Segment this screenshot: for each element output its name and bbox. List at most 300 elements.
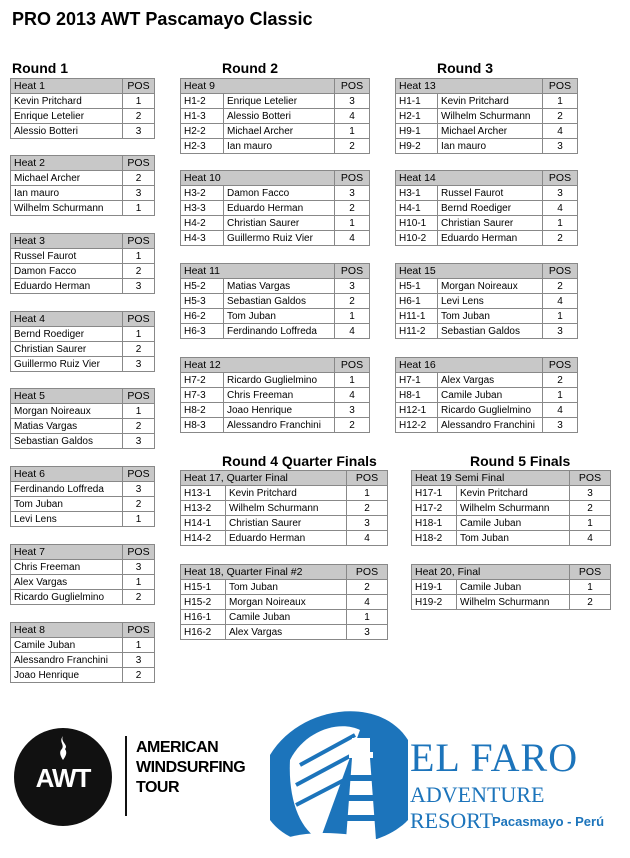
heat-name: Heat 9 — [181, 79, 335, 94]
awt-mark: AWT — [35, 763, 91, 793]
heat-header — [11, 623, 155, 638]
table-row — [181, 279, 370, 294]
pos-header: POS — [123, 389, 155, 404]
table-row — [181, 139, 370, 154]
heat-code: H12-2 — [396, 418, 438, 433]
pos-header: POS — [123, 234, 155, 249]
heat-code: H8-1 — [396, 388, 438, 403]
table-row — [181, 610, 388, 625]
rider-position: 3 — [335, 94, 370, 109]
heat-name: Heat 15 — [396, 264, 543, 279]
table-row — [396, 388, 578, 403]
heat-header — [181, 171, 370, 186]
heat-table — [180, 564, 388, 640]
rider-position: 3 — [543, 324, 578, 339]
rider-name: Michael Archer — [438, 124, 543, 139]
rider-name: Michael Archer — [224, 124, 335, 139]
heat-code: H4-1 — [396, 201, 438, 216]
table-row — [11, 201, 155, 216]
pos-header: POS — [347, 471, 388, 486]
heat-table — [10, 466, 155, 527]
heat-name: Heat 14 — [396, 171, 543, 186]
heat-code: H1-1 — [396, 94, 438, 109]
table-row — [396, 373, 578, 388]
rider-position: 2 — [123, 668, 155, 683]
rider-name: Eduardo Herman — [438, 231, 543, 246]
heat-code: H4-3 — [181, 231, 224, 246]
rider-name: Morgan Noireaux — [438, 279, 543, 294]
heat-table — [10, 544, 155, 605]
page-title: PRO 2013 AWT Pascamayo Classic — [12, 9, 313, 29]
heat-code: H19-1 — [412, 580, 457, 595]
rider-name: Kevin Pritchard — [438, 94, 543, 109]
table-row — [181, 388, 370, 403]
rider-name: Joao Henrique — [11, 668, 123, 683]
rider-name: Eduardo Herman — [11, 279, 123, 294]
rider-position: 1 — [123, 94, 155, 109]
pos-header: POS — [123, 623, 155, 638]
pos-header: POS — [543, 264, 578, 279]
awt-divider — [125, 736, 127, 816]
rider-name: Damon Facco — [11, 264, 123, 279]
rider-position: 3 — [543, 139, 578, 154]
rider-name: Sebastian Galdos — [438, 324, 543, 339]
table-row — [11, 357, 155, 372]
heat-code: H3-1 — [396, 186, 438, 201]
table-row — [181, 486, 388, 501]
rider-position: 3 — [123, 279, 155, 294]
rider-name: Christian Saurer — [11, 342, 123, 357]
rider-position: 3 — [123, 653, 155, 668]
heat-code: H2-3 — [181, 139, 224, 154]
heat-table — [10, 233, 155, 294]
sail-icon — [52, 736, 74, 760]
rider-position: 1 — [335, 309, 370, 324]
rider-position: 1 — [347, 610, 388, 625]
heat-code: H17-1 — [412, 486, 457, 501]
rider-position: 1 — [347, 486, 388, 501]
heat-code: H17-2 — [412, 501, 457, 516]
table-row — [181, 625, 388, 640]
rider-position: 4 — [570, 531, 611, 546]
heat-code: H6-1 — [396, 294, 438, 309]
table-row — [181, 403, 370, 418]
heat-code: H15-2 — [181, 595, 226, 610]
rider-position: 1 — [543, 94, 578, 109]
rider-name: Kevin Pritchard — [11, 94, 123, 109]
rider-name: Russel Faurot — [438, 186, 543, 201]
table-row — [181, 580, 388, 595]
heat-header — [396, 358, 578, 373]
heat-code: H16-2 — [181, 625, 226, 640]
table-row — [396, 279, 578, 294]
heat-name: Heat 17, Quarter Final — [181, 471, 347, 486]
heat-code: H7-2 — [181, 373, 224, 388]
rider-position: 3 — [123, 186, 155, 201]
table-row — [396, 216, 578, 231]
heat-name: Heat 10 — [181, 171, 335, 186]
rider-name: Sebastian Galdos — [11, 434, 123, 449]
rider-position: 4 — [335, 109, 370, 124]
rider-name: Alessandro Franchini — [224, 418, 335, 433]
heat-name: Heat 3 — [11, 234, 123, 249]
rider-position: 3 — [543, 186, 578, 201]
table-row — [11, 124, 155, 139]
rider-position: 4 — [543, 201, 578, 216]
heat-code: H9-2 — [396, 139, 438, 154]
heat-table — [10, 622, 155, 683]
rider-name: Guillermo Ruiz Vier — [224, 231, 335, 246]
rider-name: Wilhelm Schurmann — [11, 201, 123, 216]
table-row — [181, 186, 370, 201]
rider-name: Ricardo Guglielmino — [438, 403, 543, 418]
rider-name: Chris Freeman — [11, 560, 123, 575]
rider-name: Ferdinando Loffreda — [11, 482, 123, 497]
rider-position: 2 — [123, 264, 155, 279]
heat-table — [411, 470, 611, 546]
heat-code: H13-1 — [181, 486, 226, 501]
table-row — [412, 531, 611, 546]
table-row — [412, 516, 611, 531]
heat-table — [395, 263, 578, 339]
table-row — [396, 139, 578, 154]
rider-name: Kevin Pritchard — [457, 486, 570, 501]
pos-header: POS — [543, 358, 578, 373]
rider-position: 3 — [123, 434, 155, 449]
heat-header — [11, 156, 155, 171]
rider-position: 4 — [347, 531, 388, 546]
rider-position: 1 — [123, 512, 155, 527]
rider-name: Alessio Botteri — [11, 124, 123, 139]
heat-code: H6-3 — [181, 324, 224, 339]
heat-code: H3-2 — [181, 186, 224, 201]
rider-position: 1 — [335, 373, 370, 388]
table-row — [11, 482, 155, 497]
table-row — [181, 309, 370, 324]
rider-position: 3 — [123, 482, 155, 497]
table-row — [11, 512, 155, 527]
table-row — [396, 309, 578, 324]
heat-name: Heat 1 — [11, 79, 123, 94]
rider-name: Wilhelm Schurmann — [457, 501, 570, 516]
rider-position: 2 — [570, 501, 611, 516]
heat-name: Heat 12 — [181, 358, 335, 373]
rider-position: 4 — [335, 388, 370, 403]
rider-name: Alex Vargas — [11, 575, 123, 590]
rider-name: Camile Juban — [457, 516, 570, 531]
heat-code: H10-2 — [396, 231, 438, 246]
heat-name: Heat 4 — [11, 312, 123, 327]
heat-header — [181, 79, 370, 94]
heat-table — [395, 78, 578, 154]
table-row — [11, 171, 155, 186]
heat-code: H2-2 — [181, 124, 224, 139]
heat-name: Heat 20, Final — [412, 565, 570, 580]
pos-header: POS — [123, 79, 155, 94]
table-row — [11, 94, 155, 109]
heat-header — [396, 264, 578, 279]
table-row — [396, 186, 578, 201]
table-row — [412, 501, 611, 516]
table-row — [412, 595, 611, 610]
rider-position: 2 — [347, 501, 388, 516]
table-row — [181, 231, 370, 246]
table-row — [11, 638, 155, 653]
rider-position: 3 — [123, 124, 155, 139]
table-row — [11, 327, 155, 342]
heat-code: H16-1 — [181, 610, 226, 625]
pos-header: POS — [347, 565, 388, 580]
table-row — [396, 201, 578, 216]
heat-code: H5-3 — [181, 294, 224, 309]
rider-name: Russel Faurot — [11, 249, 123, 264]
table-row — [181, 373, 370, 388]
table-row — [11, 109, 155, 124]
rider-position: 2 — [123, 590, 155, 605]
pos-header: POS — [335, 171, 370, 186]
heat-code: H18-2 — [412, 531, 457, 546]
rider-position: 3 — [335, 186, 370, 201]
awt-wordmark — [136, 738, 245, 798]
pos-header: POS — [335, 264, 370, 279]
el-faro-logo — [260, 700, 620, 855]
table-row — [396, 403, 578, 418]
rider-name: Tom Juban — [11, 497, 123, 512]
rider-position: 1 — [123, 638, 155, 653]
rider-position: 2 — [335, 201, 370, 216]
el-faro-name: EL FARO — [410, 735, 579, 780]
heat-code: H13-2 — [181, 501, 226, 516]
rider-name: Matias Vargas — [224, 279, 335, 294]
heat-header — [396, 171, 578, 186]
heat-name: Heat 8 — [11, 623, 123, 638]
heat-code: H1-2 — [181, 94, 224, 109]
table-row — [396, 418, 578, 433]
heat-code: H10-1 — [396, 216, 438, 231]
heat-code: H1-3 — [181, 109, 224, 124]
rider-position: 4 — [543, 124, 578, 139]
rider-position: 2 — [543, 279, 578, 294]
heat-table — [395, 357, 578, 433]
table-row — [11, 560, 155, 575]
pos-header: POS — [570, 471, 611, 486]
rider-name: Levi Lens — [11, 512, 123, 527]
heat-table — [411, 564, 611, 610]
heat-header — [11, 79, 155, 94]
round-4-title: Round 4 Quarter Finals — [222, 453, 377, 469]
rider-position: 2 — [123, 342, 155, 357]
pos-header: POS — [543, 171, 578, 186]
rider-position: 4 — [543, 294, 578, 309]
rider-name: Guillermo Ruiz Vier — [11, 357, 123, 372]
heat-header — [181, 358, 370, 373]
table-row — [396, 231, 578, 246]
heat-table — [10, 78, 155, 139]
table-row — [181, 216, 370, 231]
heat-header — [412, 471, 611, 486]
table-row — [11, 186, 155, 201]
heat-name: Heat 16 — [396, 358, 543, 373]
heat-header — [396, 79, 578, 94]
heat-header — [11, 545, 155, 560]
rider-name: Christian Saurer — [226, 516, 347, 531]
heat-code: H11-2 — [396, 324, 438, 339]
rider-position: 2 — [335, 139, 370, 154]
heat-table — [180, 170, 370, 246]
pos-header: POS — [123, 467, 155, 482]
rider-name: Levi Lens — [438, 294, 543, 309]
heat-code: H19-2 — [412, 595, 457, 610]
heat-code: H7-3 — [181, 388, 224, 403]
awt-line: AMERICAN — [136, 739, 219, 756]
heat-table — [180, 470, 388, 546]
rider-name: Enrique Letelier — [11, 109, 123, 124]
table-row — [11, 279, 155, 294]
table-row — [181, 201, 370, 216]
rider-name: Morgan Noireaux — [226, 595, 347, 610]
rider-position: 3 — [335, 279, 370, 294]
table-row — [396, 94, 578, 109]
table-row — [181, 595, 388, 610]
rider-name: Eduardo Herman — [226, 531, 347, 546]
rider-position: 2 — [543, 231, 578, 246]
pos-header: POS — [570, 565, 611, 580]
rider-position: 2 — [335, 294, 370, 309]
table-row — [11, 249, 155, 264]
heat-name: Heat 18, Quarter Final #2 — [181, 565, 347, 580]
el-faro-subtitle: ADVENTURE RESORT — [410, 782, 545, 833]
awt-line: WINDSURFING — [136, 759, 246, 776]
rider-position: 3 — [335, 403, 370, 418]
rider-name: Kevin Pritchard — [226, 486, 347, 501]
table-row — [11, 434, 155, 449]
heat-code: H11-1 — [396, 309, 438, 324]
rider-name: Camile Juban — [226, 610, 347, 625]
rider-position: 2 — [123, 171, 155, 186]
round-5-title: Round 5 Finals — [470, 453, 571, 469]
rider-position: 1 — [123, 201, 155, 216]
rider-name: Camile Juban — [438, 388, 543, 403]
heat-table — [180, 263, 370, 339]
heat-header — [181, 471, 388, 486]
rider-position: 1 — [570, 516, 611, 531]
rider-name: Tom Juban — [226, 580, 347, 595]
heat-table — [10, 311, 155, 372]
rider-name: Alessandro Franchini — [438, 418, 543, 433]
heat-code: H14-1 — [181, 516, 226, 531]
table-row — [181, 124, 370, 139]
rider-name: Sebastian Galdos — [224, 294, 335, 309]
rider-name: Damon Facco — [224, 186, 335, 201]
rider-position: 4 — [335, 324, 370, 339]
rider-position: 3 — [543, 418, 578, 433]
heat-table — [180, 357, 370, 433]
rider-position: 4 — [543, 403, 578, 418]
heat-code: H12-1 — [396, 403, 438, 418]
rider-position: 2 — [123, 497, 155, 512]
table-row — [412, 580, 611, 595]
pos-header: POS — [543, 79, 578, 94]
rider-name: Chris Freeman — [224, 388, 335, 403]
heat-header — [11, 467, 155, 482]
table-row — [181, 531, 388, 546]
heat-header — [181, 264, 370, 279]
rider-position: 1 — [570, 580, 611, 595]
rider-name: Alex Vargas — [226, 625, 347, 640]
rider-name: Ricardo Guglielmino — [224, 373, 335, 388]
heat-code: H18-1 — [412, 516, 457, 531]
table-row — [181, 294, 370, 309]
el-faro-location: Pacasmayo - Perú — [492, 814, 605, 829]
rider-name: Enrique Letelier — [224, 94, 335, 109]
round-3-title: Round 3 — [437, 60, 493, 76]
heat-header — [11, 312, 155, 327]
rider-position: 1 — [123, 575, 155, 590]
heat-code: H6-2 — [181, 309, 224, 324]
heat-name: Heat 6 — [11, 467, 123, 482]
pos-header: POS — [335, 358, 370, 373]
rider-name: Ian mauro — [11, 186, 123, 201]
heat-code: H7-1 — [396, 373, 438, 388]
table-row — [11, 668, 155, 683]
rider-name: Alessio Botteri — [224, 109, 335, 124]
rider-name: Christian Saurer — [224, 216, 335, 231]
table-row — [11, 342, 155, 357]
rider-name: Wilhelm Schurmann — [457, 595, 570, 610]
heat-code: H14-2 — [181, 531, 226, 546]
rider-position: 1 — [123, 404, 155, 419]
rider-position: 3 — [347, 516, 388, 531]
heat-code: H5-1 — [396, 279, 438, 294]
heat-header — [11, 389, 155, 404]
rider-name: Wilhelm Schurmann — [226, 501, 347, 516]
rider-name: Camile Juban — [11, 638, 123, 653]
heat-code: H9-1 — [396, 124, 438, 139]
heat-header — [11, 234, 155, 249]
rider-name: Morgan Noireaux — [11, 404, 123, 419]
rider-name: Eduardo Herman — [224, 201, 335, 216]
rider-name: Michael Archer — [11, 171, 123, 186]
table-row — [11, 575, 155, 590]
rider-position: 2 — [543, 109, 578, 124]
rider-position: 3 — [123, 357, 155, 372]
heat-code: H8-2 — [181, 403, 224, 418]
rider-position: 4 — [335, 231, 370, 246]
rider-name: Joao Henrique — [224, 403, 335, 418]
rider-name: Ian mauro — [438, 139, 543, 154]
rider-position: 2 — [123, 419, 155, 434]
lighthouse-icon — [260, 700, 410, 855]
heat-header — [412, 565, 611, 580]
rider-name: Wilhelm Schurmann — [438, 109, 543, 124]
heat-name: Heat 5 — [11, 389, 123, 404]
heat-code: H2-1 — [396, 109, 438, 124]
table-row — [396, 294, 578, 309]
rider-position: 1 — [123, 249, 155, 264]
rider-name: Ian mauro — [224, 139, 335, 154]
rider-position: 1 — [335, 124, 370, 139]
rider-name: Camile Juban — [457, 580, 570, 595]
pos-header: POS — [123, 156, 155, 171]
heat-code: H5-2 — [181, 279, 224, 294]
heat-code: H8-3 — [181, 418, 224, 433]
pos-header: POS — [123, 312, 155, 327]
heat-name: Heat 2 — [11, 156, 123, 171]
rider-position: 1 — [543, 309, 578, 324]
table-row — [11, 497, 155, 512]
table-row — [181, 501, 388, 516]
rider-position: 2 — [123, 109, 155, 124]
